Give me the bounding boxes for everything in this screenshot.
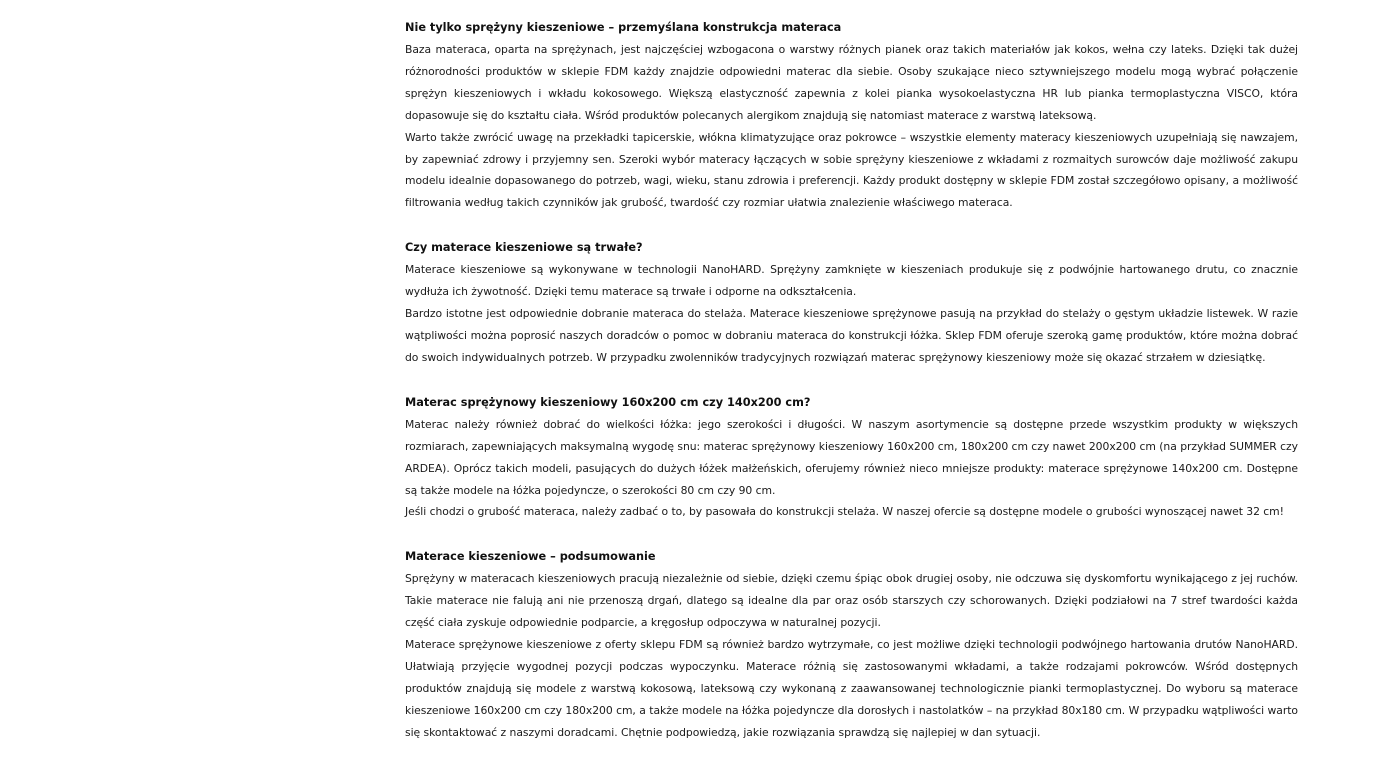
section-paragraph: Bardzo istotne jest odpowiednie dobranie materaca do stelaża. Materace kieszeniowe sprężynowe pasują na przykład do stelaży o gęstym układzie listewek. W razie wątpliwości można poprosić naszych doradców o pomoc w dobraniu materaca do konstrukcji łóżka. Sklep FDM oferuje szeroką gamę produktów, które można dobrać do swoich indywidualnych potrzeb. W przypadku zwolenników tradycyjnych rozwiązań materac sprężynowy kieszeniowy może się okazać strzałem w dziesiątkę. (405, 307, 1298, 364)
section-paragraph: Materac należy również dobrać do wielkości łóżka: jego szerokości i długości. W naszym asortymencie są dostępne przede wszystkim produkty w większych rozmiarach, zapewniających maksymalną wygodę snu: materac sprężynowy kieszeniowy 160x200 cm, 180x200 cm czy nawet 200x200 cm (na przykład SUMMER czy ARDEA). Oprócz takich modeli, pasujących do dużych łóżek małżeńskich, oferujemy również nieco mniejsze produkty: materace sprężynowe 140x200 cm. Dostępne są także modele na łóżka pojedyncze, o szerokości 80 cm czy 90 cm. (405, 417, 1298, 497)
article-content (405, 17, 1298, 767)
section-sizes (405, 392, 1298, 524)
section-construction (405, 17, 1298, 214)
section-summary (405, 546, 1298, 743)
section-paragraph: Sprężyny w materacach kieszeniowych pracują niezależnie od siebie, dzięki czemu śpiąc obok drugiej osoby, nie odczuwa się dyskomfortu wynikającego z jej ruchów. Takie materace nie falują ani nie przenoszą drgań, dlatego są idealne dla par oraz osób starszych czy schorowanych. Dzięki podziałowi na 7 stref twardości każda część ciała zyskuje odpowiednie podparcie, a kręgosłup odpoczywa w naturalnej pozycji. (405, 572, 1298, 630)
section-heading: Nie tylko sprężyny kieszeniowe – przemyślana konstrukcja materaca (405, 21, 842, 34)
section-paragraph: Materace kieszeniowe są wykonywane w technologii NanoHARD. Sprężyny zamknięte w kieszeniach produkuje się z podwójnie hartowanego drutu, co znacznie wydłuża ich żywotność. Dzięki temu materace są trwałe i odporne na odkształcenia. (405, 263, 1298, 299)
section-paragraph: Baza materaca, oparta na sprężynach, jest najczęściej wzbogacona o warstwy różnych pianek oraz takich materiałów jak kokos, wełna czy lateks. Dzięki tak dużej różnorodności produktów w sklepie FDM każdy znajdzie odpowiedni materac dla siebie. Osoby szukające nieco sztywniejszego modelu mogą wybrać połączenie sprężyn kieszeniowych i wkładu kokosowego. Większą elastyczność zapewnia z kolei pianka wysokoelastyczna HR lub pianka termoplastyczna VISCO, która dopasowuje się do kształtu ciała. Wśród produktów polecanych alergikom znajdują się natomiast materace z warstwą lateksową. (405, 43, 1298, 122)
section-heading: Czy materace kieszeniowe są trwałe? (405, 241, 643, 255)
section-heading: Materace kieszeniowe – podsumowanie (405, 550, 656, 564)
section-heading: Materac sprężynowy kieszeniowy 160x200 cm czy 140x200 cm? (405, 395, 811, 409)
section-paragraph: Materace sprężynowe kieszeniowe z oferty sklepu FDM są również bardzo wytrzymałe, co jest możliwe dzięki technologii podwójnego hartowania drutów NanoHARD. Ułatwiają przyjęcie wygodnej pozycji podczas wypoczynku. Materace różnią się zastosowanymi wkładami, a także rodzajami pokrowców. Wśród dostępnych produktów znajdują się modele z warstwą kokosową, lateksową czy wykonaną z zaawansowanej technologicznie pianki termoplastycznej. Do wyboru są materace kieszeniowe 160x200 cm czy 180x200 cm, a także modele na łóżka pojedyncze dla dorosłych i nastolatków – na przykład 80x180 cm. W przypadku wątpliwości warto się skontaktować z naszymi doradcami. Chętnie podpowiedzą, jakie rozwiązania sprawdzą się najlepiej w dan sytuacji. (405, 638, 1298, 739)
section-durability (405, 237, 1298, 369)
section-paragraph: Jeśli chodzi o grubość materaca, należy zadbać o to, by pasowała do konstrukcji stelaża. W naszej ofercie są dostępne modele o grubości wynoszącej nawet 32 cm! (405, 505, 1284, 519)
section-paragraph: Warto także zwrócić uwagę na przekładki tapicerskie, włókna klimatyzujące oraz pokrowce – wszystkie elementy materacy kieszeniowych uzupełniają się nawzajem, by zapewniać zdrowy i przyjemny sen. Szeroki wybór materacy łączących w sobie sprężyny kieszeniowe z wkładami z rozmaitych surowców daje możliwość zakupu modelu idealnie dopasowanego do potrzeb, wagi, wieku, stanu zdrowia i preferencji. Każdy produkt dostępny w sklepie FDM został szczegółowo opisany, a możliwość filtrowania według takich czynników jak grubość, twardość czy rozmiar ułatwia znalezienie właściwego materaca. (405, 130, 1298, 210)
